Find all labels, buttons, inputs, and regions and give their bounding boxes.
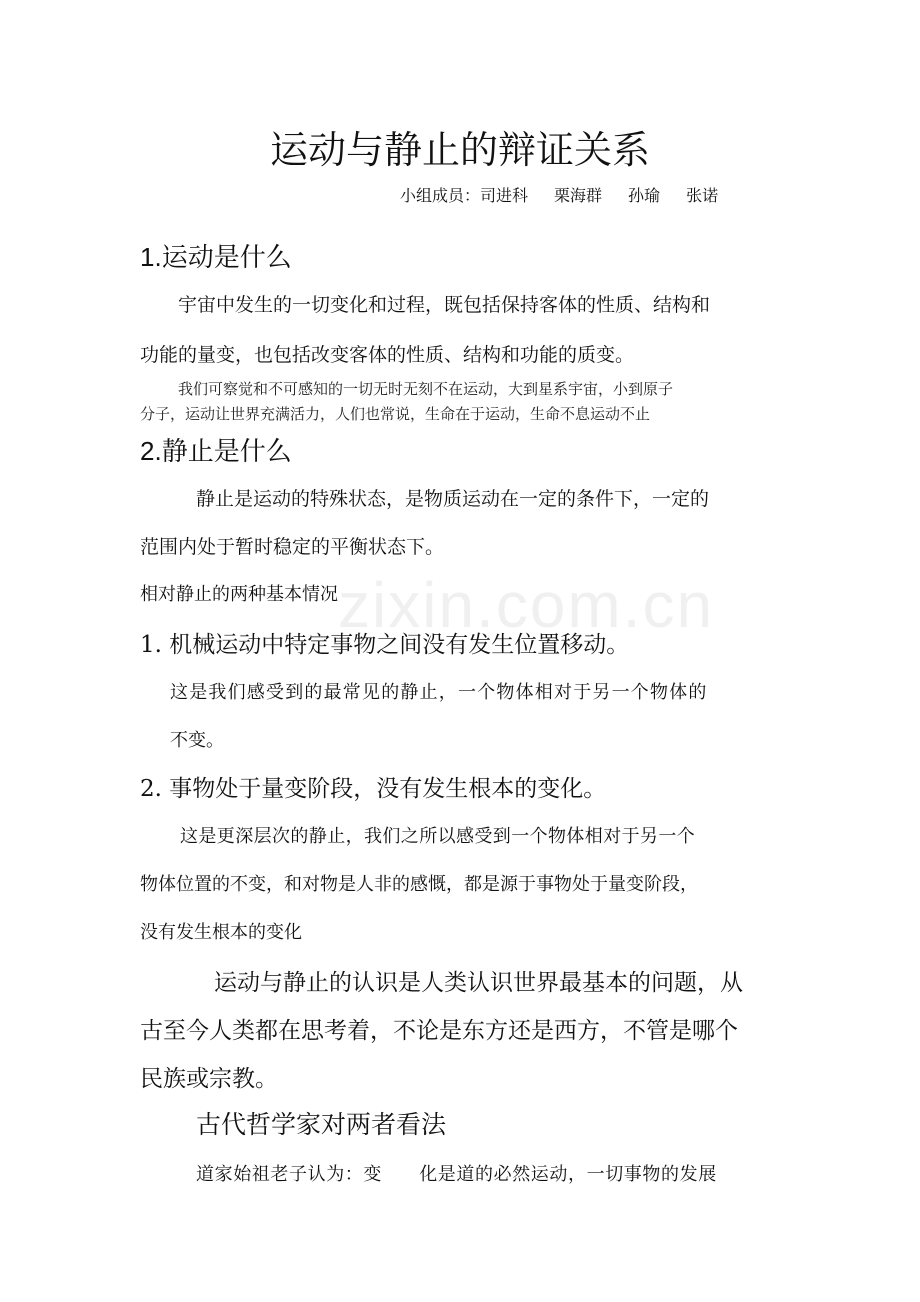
watermark: zixin.com.cn: [338, 569, 715, 641]
text-line: 道家始祖老子认为：变 化是道的必然运动，一切事物的发展: [196, 1164, 717, 1185]
sub-label: 相对静止的两种基本情况: [140, 584, 338, 605]
heading-text: 运动是什么: [161, 243, 292, 273]
member-name: 司进科: [480, 186, 529, 205]
text-line: 这是我们感受到的最常见的静止，一个物体相对于另一个物体的: [170, 682, 708, 703]
text-line: 运动与静止的认识是人类认识世界最基本的问题，从: [214, 970, 743, 996]
case-title-1: 1. 机械运动中特定事物之间没有发生位置移动。: [140, 632, 630, 658]
section-heading-rest: [140, 434, 292, 469]
text-line: 功能的量变，也包括改变客体的性质、结构和功能的质变。: [140, 344, 635, 366]
text-line: 分子，运动让世界充满活力，人们也常说，生命在于运动，生命不息运动不止: [140, 405, 651, 423]
text-line: 宇宙中发生的一切变化和过程，既包括保持客体的性质、结构和: [178, 294, 711, 316]
text-line: 范围内处于暂时稳定的平衡状态下。: [140, 536, 445, 558]
case-title-2: 2. 事物处于量变阶段，没有发生根本的变化。: [140, 776, 607, 802]
group-members: [400, 184, 718, 208]
member-name: 栗海群: [554, 186, 603, 205]
heading-number: 2.: [140, 436, 162, 466]
text-line: 我们可察觉和不可感知的一切无时无刻不在运动，大到星系宇宙，小到原子: [178, 380, 674, 398]
text-line: 这是更深层次的静止，我们之所以感受到一个物体相对于另一个: [180, 826, 696, 847]
members-label: 小组成员：: [400, 186, 481, 205]
text-line: 没有发生根本的变化: [140, 922, 302, 943]
section-heading-philosophers: 古代哲学家对两者看法: [196, 1110, 447, 1139]
text-line: 民族或宗教。: [140, 1066, 278, 1092]
member-name: 张诺: [686, 186, 719, 205]
heading-number: 1.: [140, 242, 162, 272]
text-line: 古至今人类都在思考着，不论是东方还是西方，不管是哪个: [140, 1018, 738, 1044]
heading-text: 静止是什么: [161, 437, 292, 467]
section-heading-motion: [140, 240, 292, 275]
member-name: 孙瑜: [628, 186, 661, 205]
document-title: 运动与静止的辩证关系: [269, 128, 650, 172]
text-line: 不变。: [170, 730, 224, 751]
text-line: 静止是运动的特殊状态，是物质运动在一定的条件下，一定的: [196, 488, 710, 510]
text-line: 物体位置的不变，和对物是人非的感慨，都是源于事物处于量变阶段，: [140, 874, 698, 895]
